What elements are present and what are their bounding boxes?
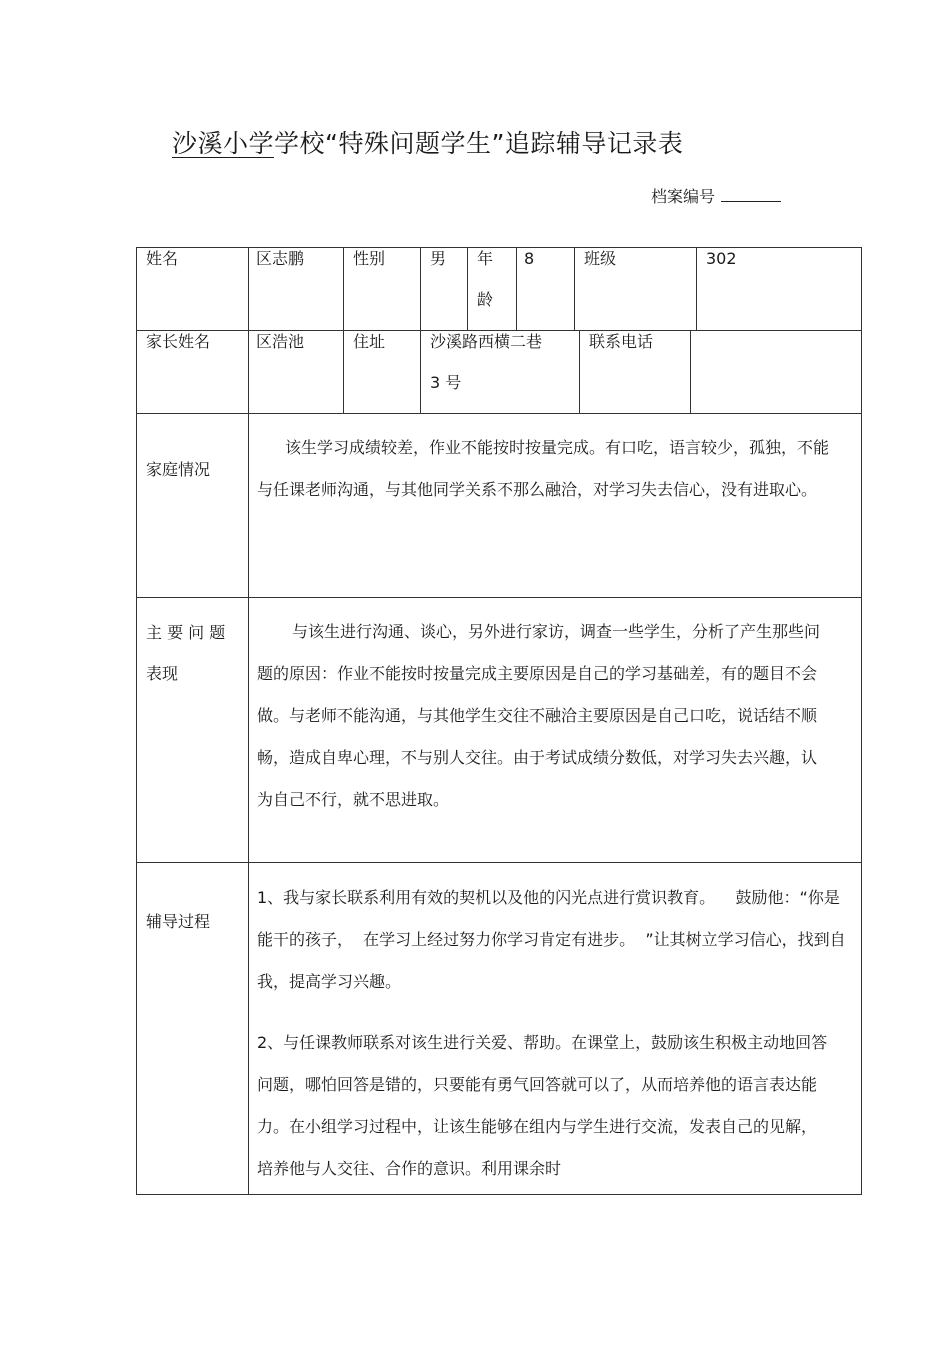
row-divider <box>136 597 862 598</box>
archive-blank <box>721 187 781 202</box>
address-label: 住址 <box>353 332 386 351</box>
problems-label-line2: 表现 <box>146 664 179 683</box>
class-value: 302 <box>706 249 737 268</box>
col-divider <box>696 247 697 330</box>
col-divider <box>690 330 691 413</box>
problems-text: 与该生进行沟通、谈心，另外进行家访，调查一些学生，分析了产生那些问题的原因：作业不能按时按量完成主要原因是自己的学习基础差，有的题目不会做。与老师不能沟通，与其他学生交往不融洽主要原因是自己口吃，说话结不顺畅，造成自卑心理，不与别人交往。由于考试成绩分数低，对学习失去兴趣，认为自己不行，就不思进取。 <box>257 622 821 809</box>
parent-name-label: 家长姓名 <box>146 332 211 351</box>
address-line2: 3 号 <box>430 373 462 392</box>
col-divider <box>467 247 468 330</box>
row-divider <box>136 413 862 414</box>
age-label-line2: 龄 <box>477 290 494 309</box>
parent-name-value: 区浩池 <box>256 332 305 351</box>
problems-label-line1: 主 要 问 题 <box>146 623 226 642</box>
family-label: 家庭情况 <box>146 460 211 479</box>
row-divider <box>136 862 862 863</box>
col-divider <box>248 247 249 1195</box>
school-name: 沙溪小学 <box>172 129 275 158</box>
row-divider <box>136 330 862 331</box>
phone-label: 联系电话 <box>589 332 654 351</box>
col-divider <box>579 330 580 413</box>
archive-label: 档案编号 <box>651 187 716 206</box>
gender-label: 性别 <box>353 249 386 268</box>
name-label: 姓名 <box>146 249 179 268</box>
archive-number <box>651 184 781 207</box>
family-text: 该生学习成绩较差，作业不能按时按量完成。有口吃，语言较少，孤独，不能与任课老师沟通，与其他同学关系不那么融洽，对学习失去信心，没有进取心。 <box>257 438 830 499</box>
col-divider <box>343 247 344 413</box>
title-rest: 学校“特殊问题学生”追踪辅导记录表 <box>274 129 684 158</box>
col-divider <box>574 247 575 330</box>
name-value: 区志鹏 <box>256 249 305 268</box>
counseling-para1: 1、我与家长联系利用有效的契机以及他的闪光点进行赏识教育。 鼓励他：“你是能干的孩子， 在学习上经过努力你学习肯定有进步。 ”让其树立学习信心，找到自我，提高学习兴趣。 <box>257 888 846 991</box>
counseling-label: 辅导过程 <box>146 912 211 931</box>
page-title <box>172 124 683 160</box>
col-divider <box>516 247 517 330</box>
counseling-para2: 2、与任课教师联系对该生进行关爱、帮助。在课堂上，鼓励该生积极主动地回答问题，哪怕回答是错的，只要能有勇气回答就可以了，从而培养他的语言表达能力。在小组学习过程中，让该生能够在组内与学生进行交流，发表自己的见解，培养他与人交往、合作的意识。利用课余时 <box>257 1033 828 1178</box>
age-label-line1: 年 <box>477 249 494 268</box>
age-value: 8 <box>524 249 535 268</box>
col-divider <box>420 247 421 413</box>
gender-value: 男 <box>430 249 447 268</box>
address-line1: 沙溪路西横二巷 <box>430 332 543 351</box>
class-label: 班级 <box>584 249 617 268</box>
